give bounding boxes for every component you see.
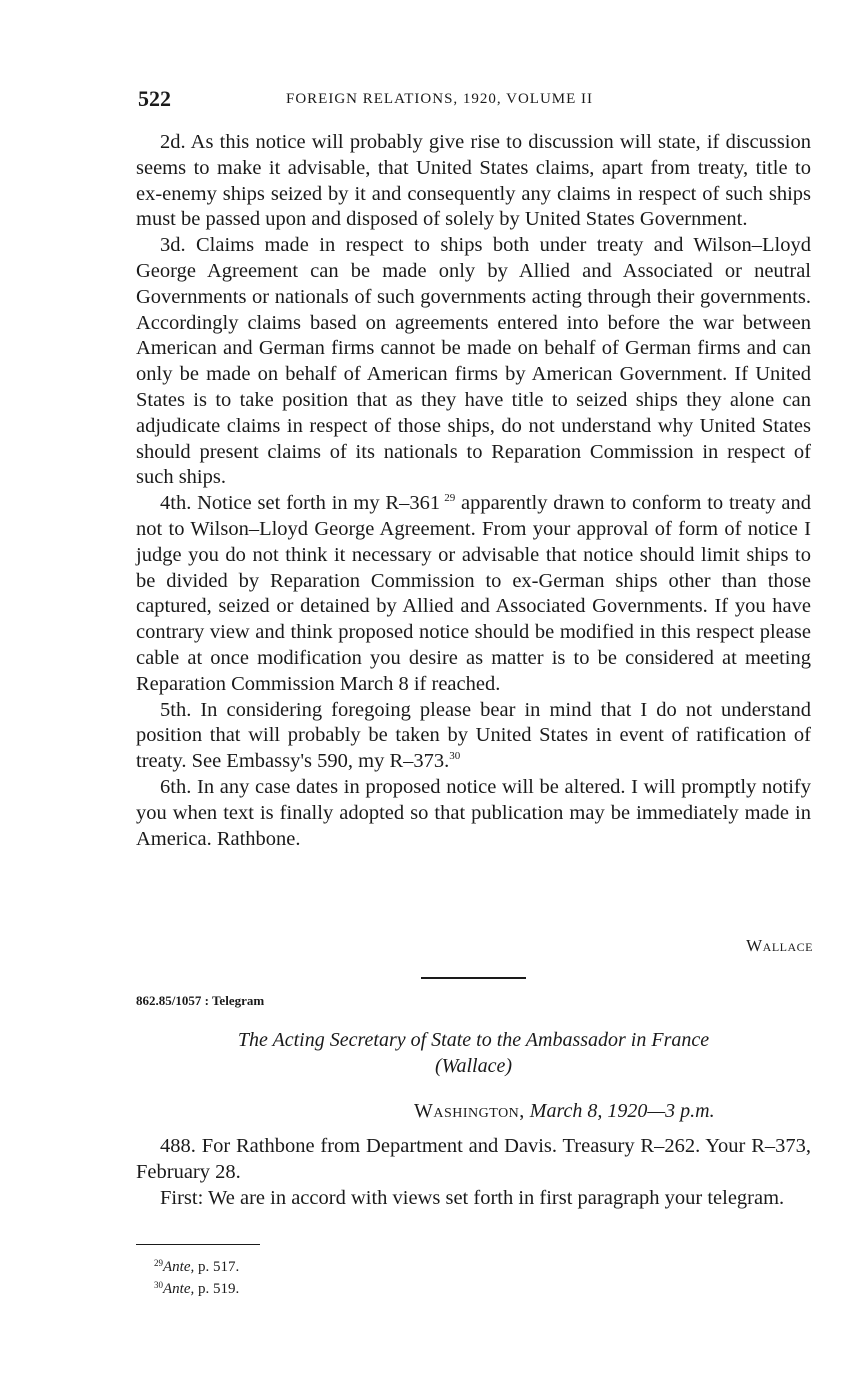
dateline-date: March 8, 1920—3 p.m.: [529, 1100, 715, 1122]
section-divider: [421, 977, 526, 979]
heading-line-1: The Acting Secretary of State to the Ambassador in France: [237, 1029, 710, 1051]
paragraph-4th-start: 4th. Notice set forth in my R–361: [160, 492, 441, 515]
footnote-ref-29: 29: [444, 492, 456, 505]
footnote-mark: 29: [154, 1258, 163, 1268]
signature-wallace: Wallace: [746, 936, 813, 955]
heading-line-2: (Wallace): [434, 1055, 512, 1077]
dateline-place: Washington,: [414, 1100, 525, 1122]
paragraph-first: First: We are in accord with views set forth in first paragraph your telegram.: [160, 1187, 785, 1209]
paragraph-2d: 2d. As this notice will probably give rise to discussion will state, if discussion seems to make it advisable, that United States claims, apart from treaty, title to ex-enemy ships seized by it and consequently any claims in respect of such ships must be passed upon and disposed of solely by United States Government.: [136, 131, 811, 231]
footnote-mark: 30: [154, 1280, 163, 1290]
footnote-29: [154, 1254, 239, 1276]
telegram-continuation: [136, 130, 811, 852]
telegram-body: [136, 1133, 811, 1211]
paragraph-6th: 6th. In any case dates in proposed notice will be altered. I will promptly notify you when text is finally adopted so that publication may be immediately made in America. Rathbone.: [136, 775, 811, 850]
footnote-rule: [136, 1244, 260, 1245]
footnote-page: p. 517.: [194, 1259, 240, 1275]
document-heading: [136, 1027, 811, 1079]
page-number: 522: [138, 86, 171, 111]
paragraph-4th: [136, 491, 811, 697]
paragraph-3d: 3d. Claims made in respect to ships both under treaty and Wilson–Lloyd George Agreement can be made only by Allied and Associated or neutral Governments or nationals of such governments acting through their governments. Accordingly claims based on agreements entered into before the war between American and German firms cannot be made on behalf of German firms and can only be made on behalf of American firms by American Government. If United States is to take position that as they have title to seized ships they alone can adjudicate claims in respect of those ships, do not understand why United States should present claims of its nationals to Reparation Commission in respect of such ships.: [136, 234, 811, 489]
running-head: [138, 86, 810, 112]
footnote-ante: Ante,: [163, 1259, 195, 1275]
footnote-ante: Ante,: [163, 1281, 195, 1297]
paragraph-488: 488. For Rathbone from Department and Davis. Treasury R–262. Your R–373, February 28.: [136, 1135, 811, 1183]
paragraph-4th-rest: apparently drawn to conform to treaty and not to Wilson–Lloyd George Agreement. From your approval of form of notice I judge you do not think it necessary or advisable that notice should limit ships to be divided by Reparation Commission to ex-German ships other than those captured, seized or detained by Allied and Associated Governments. If you have contrary view and think proposed notice should be modified in this respect please cable at once modification you desire as matter is to be considered at meeting Reparation Commission March 8 if reached.: [136, 492, 811, 695]
running-title: FOREIGN RELATIONS, 1920, VOLUME II: [286, 91, 594, 107]
footnotes: [154, 1254, 239, 1298]
footnote-page: p. 519.: [194, 1281, 240, 1297]
paragraph-5th-text: 5th. In considering foregoing please bear in mind that I do not understand position that will probably be taken by United States in event of ratification of treaty. See Embassy's 590, my R–373.: [136, 698, 811, 773]
footnote-30: [154, 1276, 239, 1298]
footnote-ref-30: 30: [449, 750, 461, 763]
file-reference: 862.85/1057 : Telegram: [136, 993, 265, 1008]
dateline: [414, 1100, 814, 1123]
paragraph-5th: [136, 698, 811, 775]
